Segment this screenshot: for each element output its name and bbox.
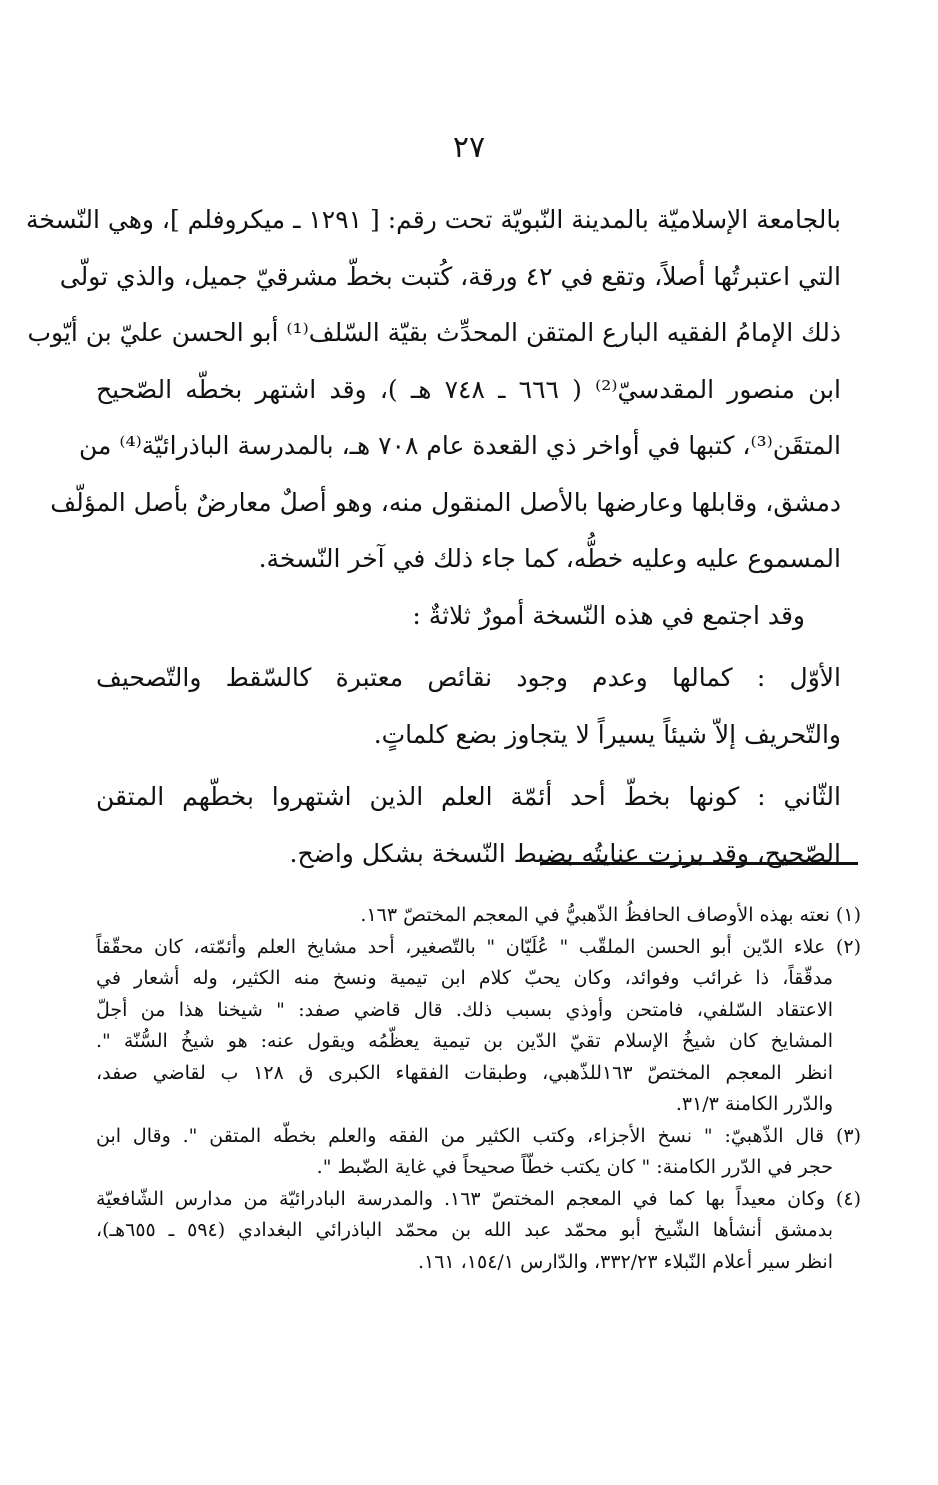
footnote-line: (٢) علاء الدّين أبو الحسن الملقّب " عُلَيّان " بالتّصغير، أحد مشايخ العلم وأئمّته، كان محقّقاً	[96, 935, 861, 958]
footnote-line: الاعتقاد السّلفي، فامتحن وأوذي بسبب ذلك. قال قاضي صفد: " شيخنا هذا من أجلّ	[96, 998, 833, 1021]
body-line: الثّاني : كونها بخطّ أحد أئمّة العلم الذين اشتهروا بخطّهم المتقن	[96, 782, 841, 811]
footnote-line: (٤) وكان معيداً بها كما في المعجم المختصّ ١٦٣. والمدرسة البادرائيّة من مدارس الشّافعيّة	[96, 1187, 861, 1210]
body-line: الصّحيح، وقد برزت عنايتُه بضبط النّسخة بشكل واضح.	[289, 838, 841, 868]
footnote-line: (١) نعته بهذه الأوصاف الحافظُ الذّهبيُّ في المعجم المختصّ ١٦٣.	[360, 904, 861, 926]
body-line: والتّحريف إلاّ شيئاً يسيراً لا يتجاوز بضع كلماتٍ.	[373, 719, 841, 749]
body-line: بالجامعة الإسلاميّة بالمدينة النّبويّة تحت رقم: [ ١٢٩١ ـ ميكروفلم ]، وهي النّسخة	[25, 205, 841, 234]
footnote-line: المشايخ كان شيخُ الإسلام تقيّ الدّين بن تيمية يعظّمُه ويقول عنه: هو شيخُ السُّنّة ".	[96, 1030, 833, 1052]
body-line: الأوّل : كمالها وعدم وجود نقائص معتبرة كالسّقط والتّصحيف	[96, 663, 841, 692]
footnote-separator	[540, 862, 858, 865]
footnote-line: والدّرر الكامنة ٣١/٣.	[675, 1093, 833, 1115]
body-line: ابن منصور المقدسيّ⁽²⁾ ( ٦٦٦ ـ ٧٤٨ هـ )، وقد اشتهر بخطّه الصّحيح	[96, 374, 842, 404]
footnote-line: انظر المعجم المختصّ ١٦٣للذّهبي، وطبقات الفقهاء الكبرى ق ١٢٨ ب لقاضي صفد،	[96, 1061, 834, 1084]
body-line: وقد اجتمع في هذه النّسخة أمورٌ ثلاثةٌ :	[412, 600, 805, 630]
body-line: المسموع عليه وعليه خطُّه، كما جاء ذلك في آخر النّسخة.	[258, 544, 841, 573]
footnote-line: بدمشق أنشأها الشّيخ أبو محمّد عبد الله بن محمّد الباذرائي البغدادي (٥٩٤ ـ ٦٥٥هـ)،	[96, 1219, 833, 1241]
body-line: دمشق، وقابلها وعارضها بالأصل المنقول منه، وهو أصلٌ معارضٌ بأصل المؤلّف	[50, 487, 841, 517]
body-line: ذلك الإمامُ الفقيه البارع المتقن المحدِّث بقيّة السّلف⁽¹⁾ أبو الحسن عليّ بن أيّوب	[27, 318, 841, 347]
footnote-line: مدقّقاً، ذا غرائب وفوائد، وكان يحبّ كلام ابن تيمية ونسخ منه الكثير، وله أشعار في	[96, 967, 833, 989]
footnotes	[96, 900, 861, 1278]
footnote-line: (٣) قال الذّهبيّ: " نسخ الأجزاء، وكتب الكثير من الفقه والعلم بخطّه المتقن ". وقال ابن	[96, 1124, 861, 1147]
footnote-line: حجر في الدّرر الكامنة: " كان يكتب خطّاً صحيحاً في غاية الضّبط ".	[316, 1156, 833, 1178]
page-number: ٢٧	[452, 130, 486, 165]
main-text	[25, 192, 842, 882]
body-line: التي اعتبرتُها أصلاً، وتقع في ٤٢ ورقة، كُتبت بخطّ مشرقيّ جميل، والذي تولّى	[59, 261, 841, 291]
footnote-line: انظر سير أعلام النّبلاء ٣٣٢/٢٣، والدّارس ١٥٤/١، ١٦١.	[417, 1250, 833, 1273]
body-line: المتقَن⁽³⁾، كتبها في أواخر ذي القعدة عام ٧٠٨ هـ، بالمدرسة الباذرائيّة⁽⁴⁾ من	[79, 431, 841, 460]
